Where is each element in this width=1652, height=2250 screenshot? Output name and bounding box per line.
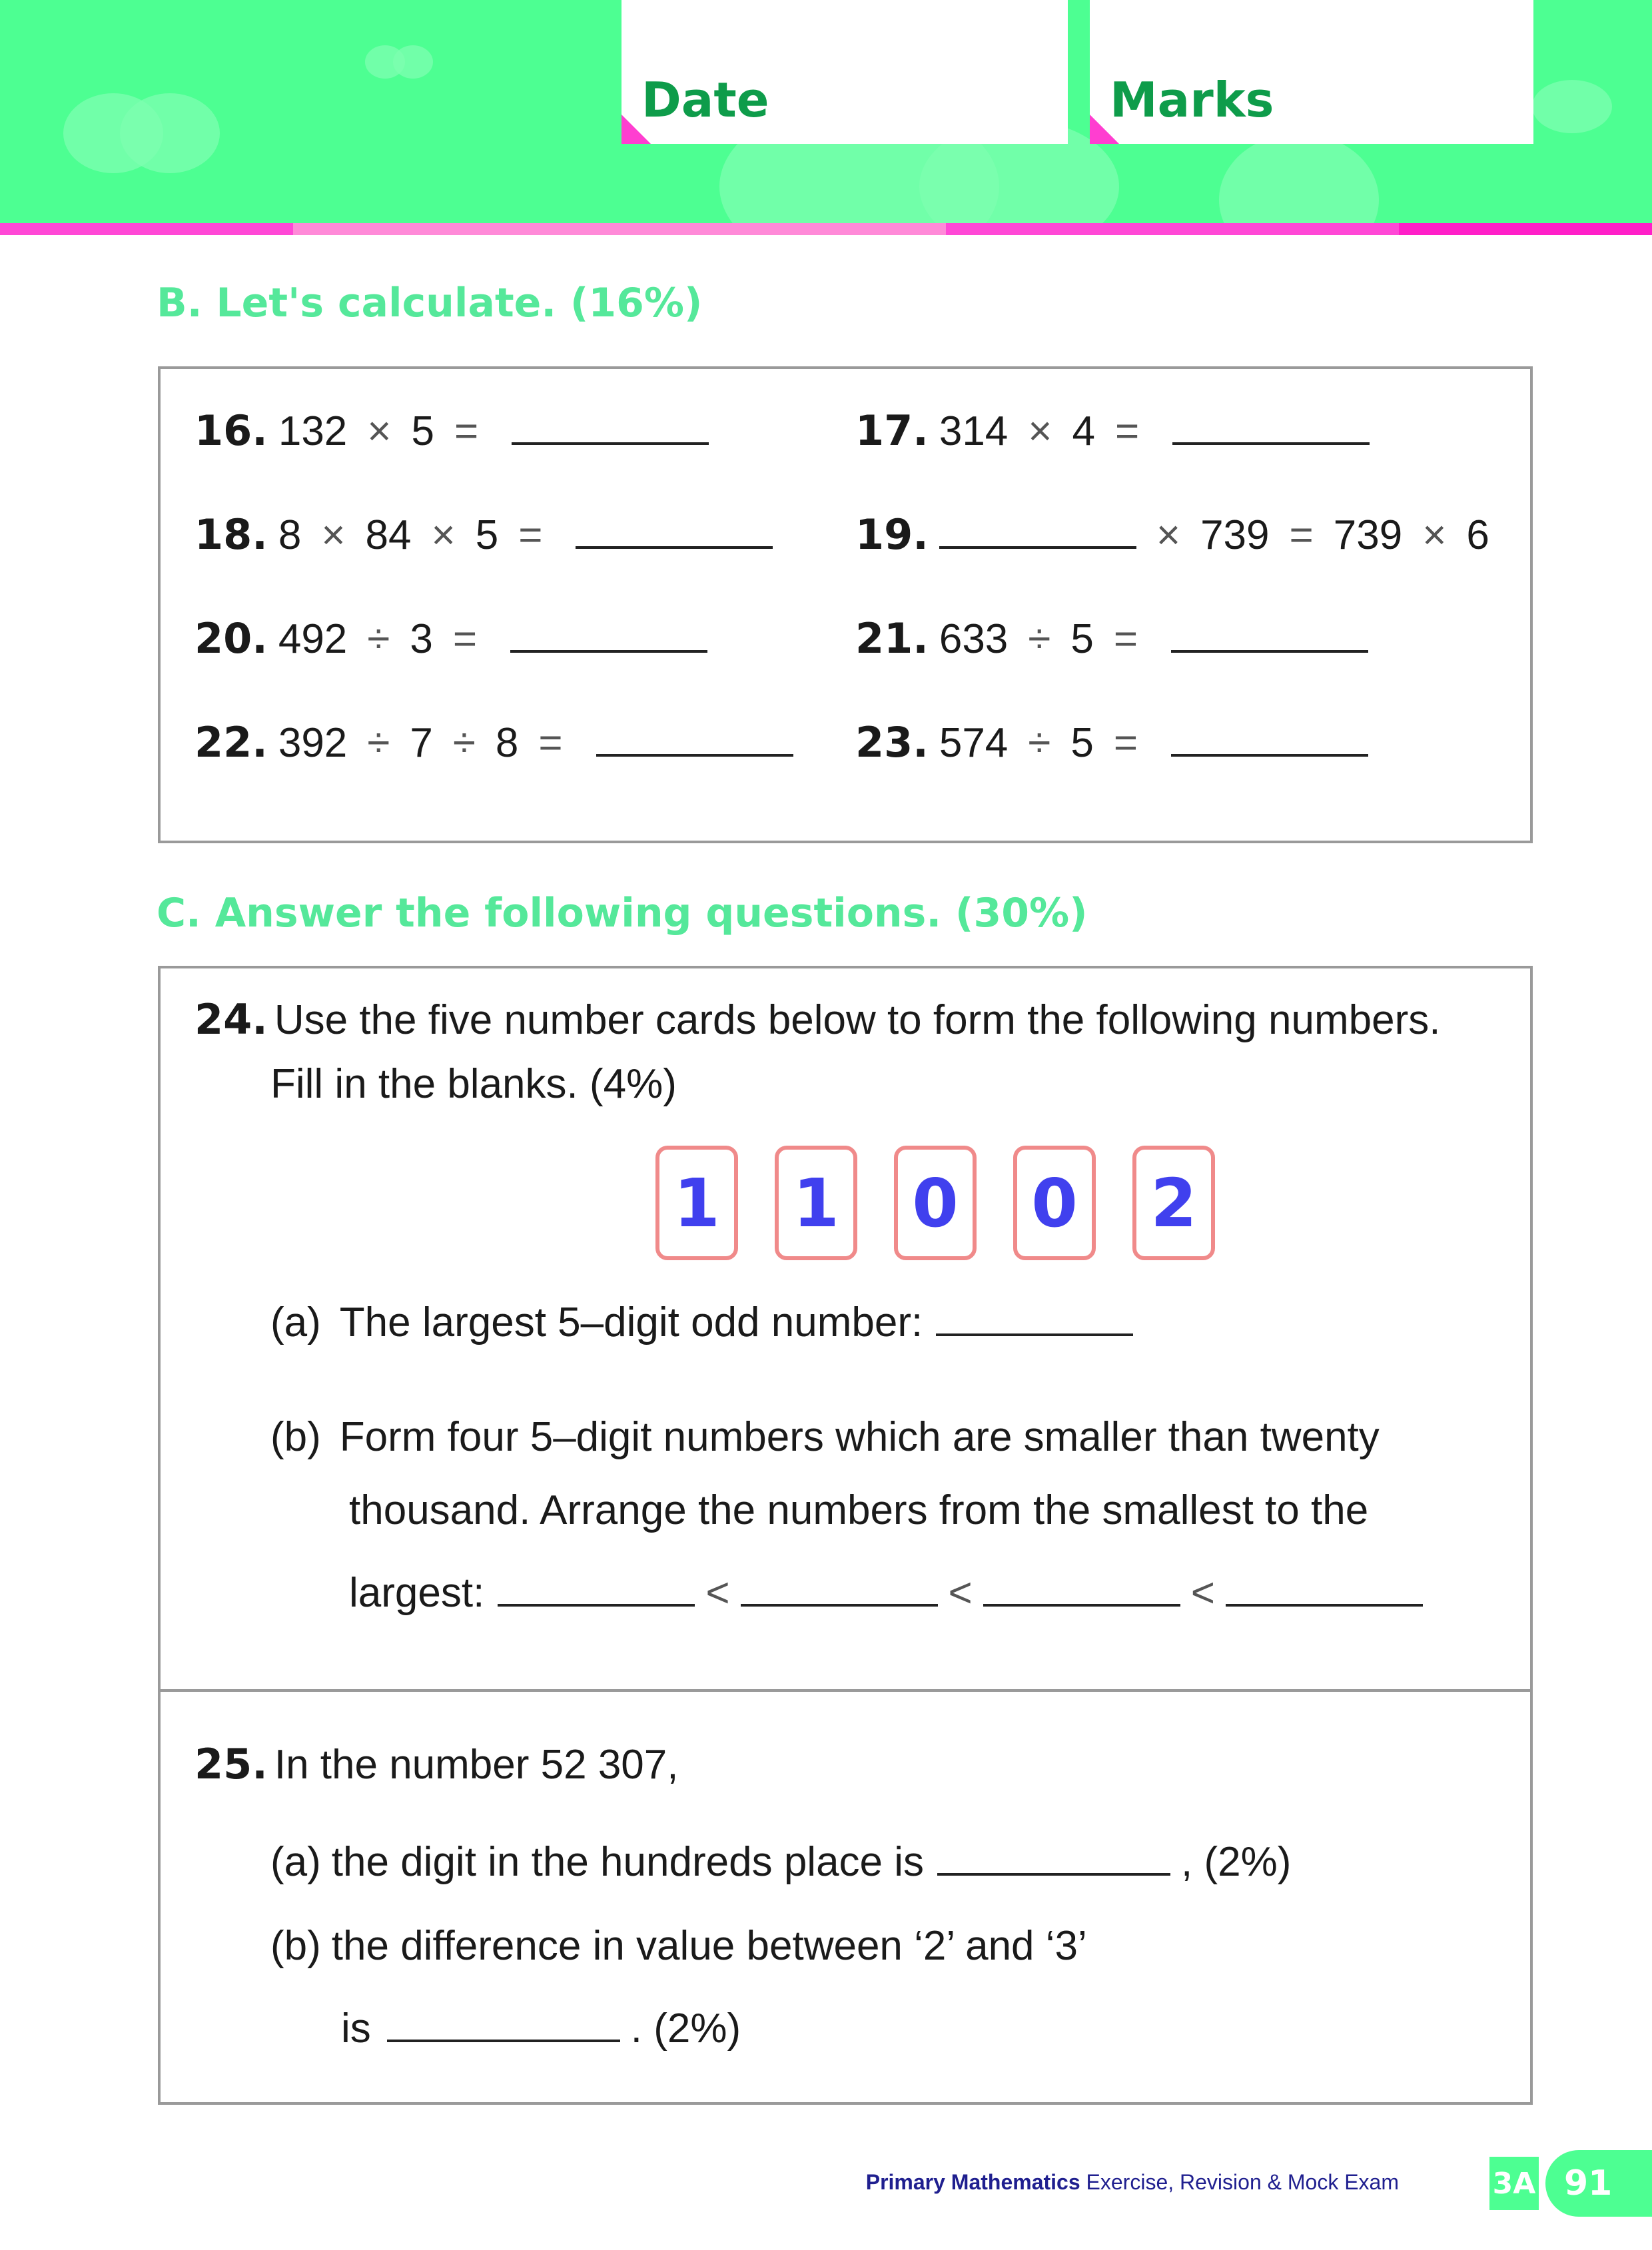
- answer-blank[interactable]: [596, 721, 793, 757]
- answer-blank[interactable]: [1171, 721, 1368, 757]
- series-name: Primary Mathematics: [865, 2170, 1080, 2194]
- marks-box[interactable]: [1090, 0, 1533, 144]
- question-number: 21.: [855, 614, 929, 663]
- question-23: 23. 574 ÷ 5 =: [855, 718, 1368, 767]
- question-17: 17. 314 × 4 =: [855, 406, 1370, 455]
- answer-blank[interactable]: [1226, 1571, 1423, 1607]
- answer-blank[interactable]: [576, 513, 773, 549]
- question-24b-answers: largest: < < <: [349, 1569, 1423, 1617]
- question-24b: (b) Form four 5–digit numbers which are smaller than twenty: [270, 1414, 1380, 1460]
- section-b-title: B. Let's calculate. (16%): [157, 280, 703, 326]
- answer-blank[interactable]: [741, 1571, 938, 1607]
- question-25b-answer: is . (2%): [341, 2006, 741, 2052]
- question-number: 19.: [855, 510, 929, 559]
- answer-blank[interactable]: [936, 1300, 1133, 1336]
- question-25a: (a) the digit in the hundreds place is , (2%): [270, 1839, 1292, 1885]
- question-number: 23.: [855, 718, 929, 767]
- date-box[interactable]: [621, 0, 1068, 144]
- question-number: 18.: [195, 510, 268, 559]
- series-subtitle: Exercise, Revision & Mock Exam: [1086, 2170, 1399, 2194]
- number-card: 1: [655, 1146, 738, 1260]
- question-number: 20.: [195, 614, 268, 663]
- answer-blank[interactable]: [983, 1571, 1180, 1607]
- question-18: 18. 8 × 84 × 5 =: [195, 510, 773, 559]
- page-number: 91: [1545, 2150, 1652, 2217]
- question-number: 25.: [195, 1740, 268, 1788]
- answer-blank[interactable]: [510, 617, 707, 653]
- marks-label: Marks: [1110, 72, 1274, 128]
- footer-title: [866, 2170, 1399, 2195]
- question-20: 20. 492 ÷ 3 =: [195, 614, 707, 663]
- header-divider: [0, 223, 1652, 235]
- question-number: 22.: [195, 718, 268, 767]
- question-25b: (b) the difference in value between ‘2’ and ‘3’: [270, 1923, 1087, 1969]
- answer-blank[interactable]: [498, 1571, 695, 1607]
- answer-blank[interactable]: [1171, 617, 1368, 653]
- answer-blank[interactable]: [512, 409, 709, 445]
- question-number: 17.: [855, 406, 929, 455]
- number-card: 1: [775, 1146, 857, 1260]
- answer-blank[interactable]: [387, 2006, 620, 2042]
- number-card: 0: [1013, 1146, 1096, 1260]
- question-number: 16.: [195, 406, 268, 455]
- question-24-instruction: Fill in the blanks. (4%): [270, 1061, 677, 1107]
- number-card: 0: [894, 1146, 977, 1260]
- question-22: 22. 392 ÷ 7 ÷ 8 =: [195, 718, 793, 767]
- answer-blank[interactable]: [939, 513, 1136, 549]
- question-16: 16. 132 × 5 =: [195, 406, 709, 455]
- level-badge: 3A: [1489, 2157, 1539, 2210]
- question-24-intro: 24. Use the five number cards below to form the following numbers.: [195, 995, 1441, 1044]
- question-21: 21. 633 ÷ 5 =: [855, 614, 1368, 663]
- section-c-title: C. Answer the following questions. (30%): [157, 890, 1088, 937]
- question-19: 19. × 739 = 739 × 6: [855, 510, 1489, 559]
- answer-blank[interactable]: [937, 1840, 1170, 1876]
- question-24b-line2: thousand. Arrange the numbers from the smallest to the: [349, 1487, 1369, 1533]
- question-24a: (a) The largest 5–digit odd number:: [270, 1299, 1133, 1346]
- answer-blank[interactable]: [1172, 409, 1370, 445]
- date-label: Date: [641, 72, 769, 128]
- question-25-intro: 25. In the number 52 307,: [195, 1740, 679, 1788]
- number-card: 2: [1132, 1146, 1215, 1260]
- question-number: 24.: [195, 995, 268, 1044]
